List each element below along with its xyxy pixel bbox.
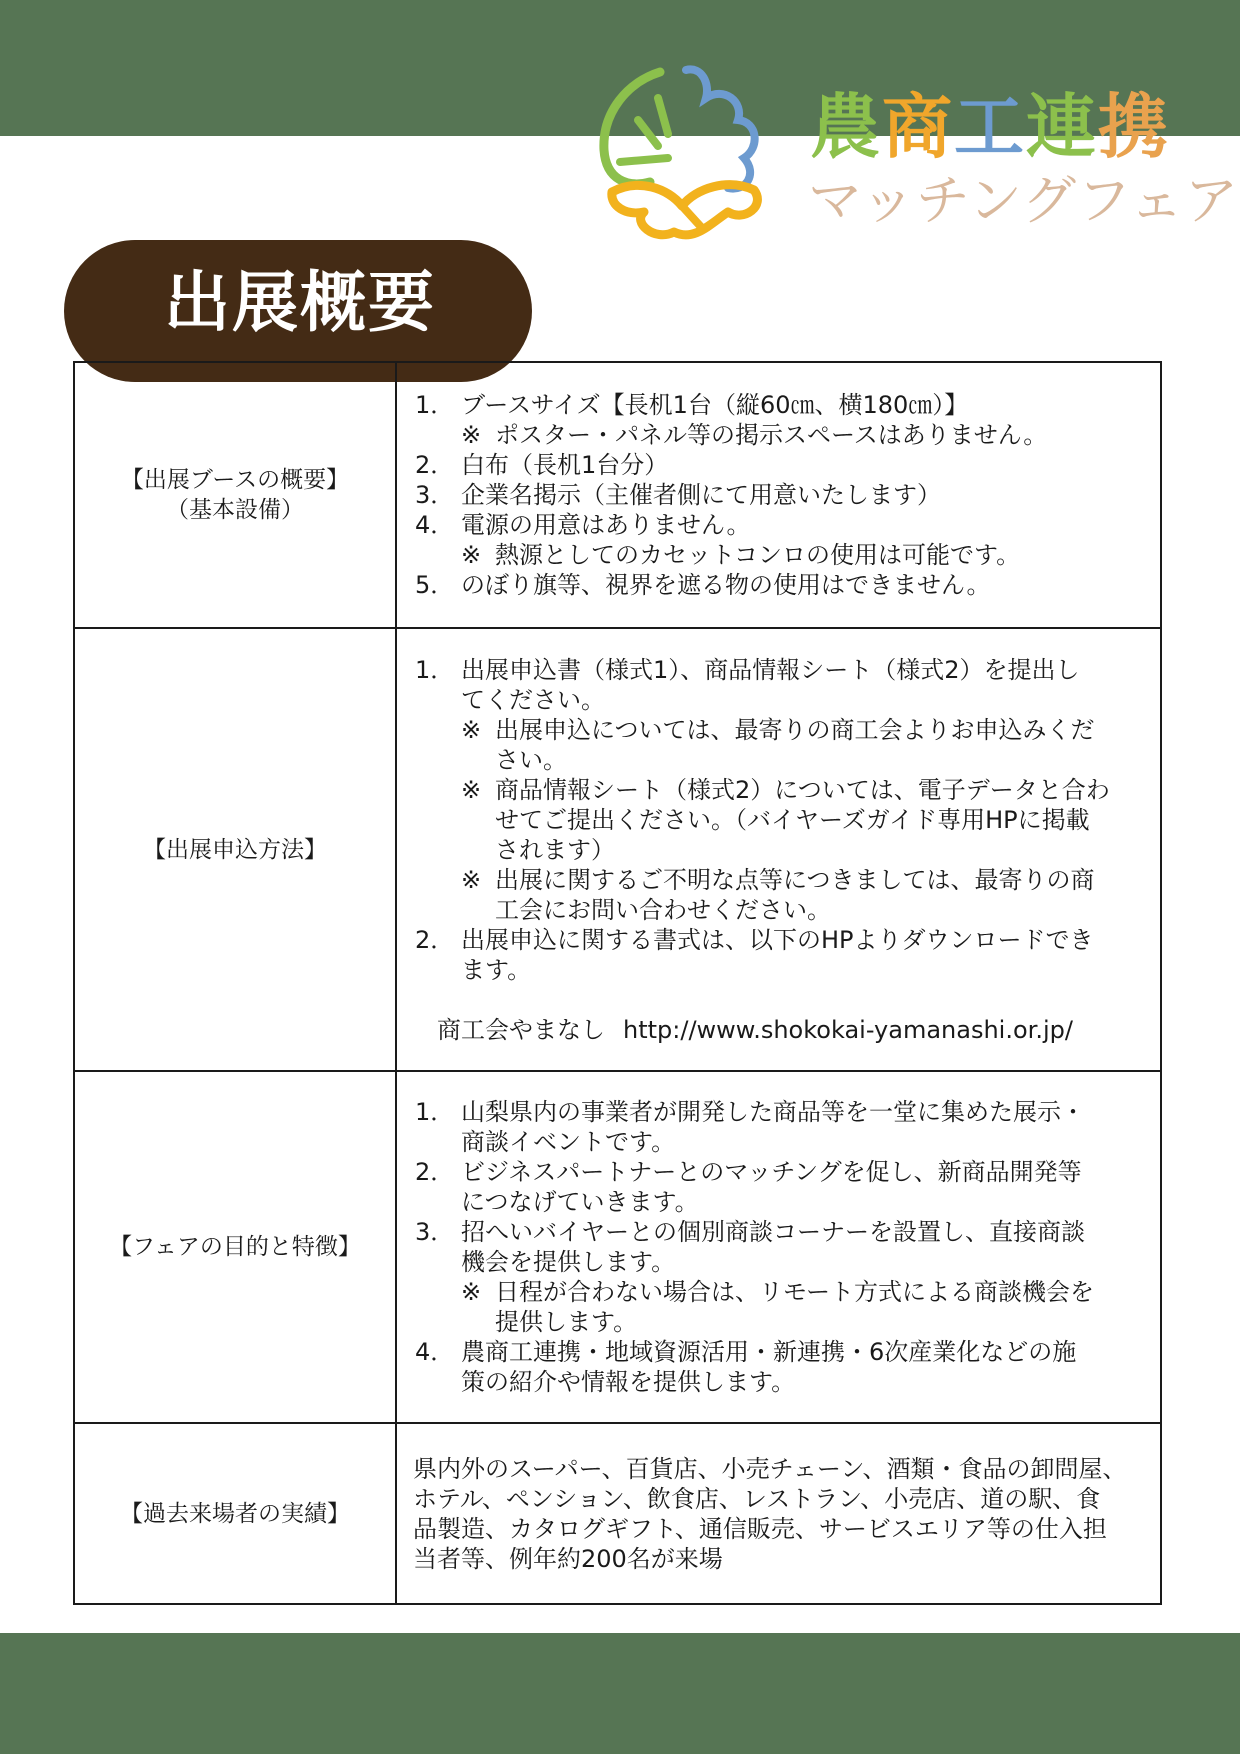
note-text-line: 出展に関するご不明な点等につきましては、最寄りの商 xyxy=(495,865,1095,894)
note-text-line: されます） xyxy=(495,835,615,864)
list-item xyxy=(415,1337,1142,1397)
note-text xyxy=(495,1277,1142,1337)
item-number: 2． xyxy=(415,451,455,479)
item-number: 5． xyxy=(415,571,455,599)
item-number: 4． xyxy=(415,511,455,539)
row-label: 【フェアの目的と特徴】 xyxy=(74,1071,396,1423)
content-line: 品製造、カタログギフト、通信販売、サービスエリア等の仕入担 xyxy=(413,1514,1107,1543)
row-content xyxy=(396,1423,1161,1604)
item-text: ブースサイズ【長机1台（縦60㎝、横180㎝）】 xyxy=(461,391,969,419)
logo-title-char: 工 xyxy=(954,86,1026,168)
item-text-line: 商談イベントです。 xyxy=(461,1128,676,1156)
item-text xyxy=(461,925,1142,985)
list-note xyxy=(415,540,1142,570)
note-text-line: 工会にお問い合わせください。 xyxy=(495,895,831,924)
item-text xyxy=(461,655,1142,715)
logo-title-char: 農 xyxy=(810,86,882,168)
note-mark: ※ xyxy=(461,541,482,569)
note-text-line: 出展申込については、最寄りの商工会よりお申込みくだ xyxy=(495,715,1095,744)
list-item xyxy=(415,1157,1142,1217)
table-row xyxy=(74,1071,1161,1423)
row-label-line: （基本設備） xyxy=(166,497,304,523)
item-text-line: 山梨県内の事業者が開発した商品等を一堂に集めた展示・ xyxy=(461,1098,1085,1126)
list-item xyxy=(415,450,1142,480)
content-line: ホテル、ペンション、飲食店、レストラン、小売店、道の駅、食 xyxy=(413,1484,1101,1513)
logo-title xyxy=(810,86,1170,168)
list-item xyxy=(415,510,1142,540)
item-text: 白布（長机1台分） xyxy=(461,451,669,479)
row-label xyxy=(74,362,396,628)
note-text-line: せてご提出ください。（バイヤーズガイド専用HPに掲載 xyxy=(495,805,1090,834)
logo-title-char: 連 xyxy=(1026,86,1098,168)
item-text: 企業名掲示（主催者側にて用意いたします） xyxy=(461,481,941,509)
section-title: 出展概要 xyxy=(164,264,436,341)
list-note xyxy=(415,775,1142,865)
item-text-line: ビジネスパートナーとのマッチングを促し、新商品開発等 xyxy=(461,1158,1082,1186)
logo-title-char: 商 xyxy=(882,86,954,168)
item-text-line: につなげていきます。 xyxy=(461,1188,699,1216)
download-url-link[interactable]: http://www.shokokai-yamanashi.or.jp/ xyxy=(623,1015,1073,1044)
footer-band xyxy=(0,1633,1240,1754)
item-number: 2． xyxy=(415,925,455,954)
table-row xyxy=(74,1423,1161,1604)
item-text-line: てください。 xyxy=(461,685,605,714)
item-text: のぼり旗等、視界を遮る物の使用はできません。 xyxy=(461,571,991,599)
list-item xyxy=(415,1217,1142,1277)
row-content xyxy=(396,362,1161,628)
list-note xyxy=(415,1277,1142,1337)
note-mark: ※ xyxy=(461,715,482,744)
item-number: 1． xyxy=(415,391,455,419)
note-text xyxy=(495,775,1142,865)
list-note xyxy=(415,715,1142,775)
list-item xyxy=(415,570,1142,600)
item-text-line: 農商工連携・地域資源活用・新連携・6次産業化などの施 xyxy=(461,1338,1077,1366)
item-number: 2． xyxy=(415,1158,455,1186)
item-text-line: 招へいバイヤーとの個別商談コーナーを設置し、直接商談 xyxy=(461,1218,1085,1246)
list-note xyxy=(415,420,1142,450)
item-text xyxy=(461,1157,1142,1217)
item-number: 3． xyxy=(415,1218,455,1246)
item-number: 3． xyxy=(415,481,455,509)
note-text-line: 提供します。 xyxy=(495,1308,638,1336)
list-note xyxy=(415,865,1142,925)
note-text-line: 日程が合わない場合は、リモート方式による商談機会を xyxy=(495,1278,1095,1306)
list-item xyxy=(415,1097,1142,1157)
overview-table xyxy=(73,361,1162,1605)
item-text-line: 策の紹介や情報を提供します。 xyxy=(461,1368,796,1396)
download-link-line xyxy=(415,1015,1142,1045)
logo-emblem-icon xyxy=(598,62,798,252)
logo-title-char: 携 xyxy=(1098,86,1170,168)
fair-logo xyxy=(598,62,1240,252)
item-text-line: 機会を提供します。 xyxy=(461,1248,676,1276)
item-text-line: ます。 xyxy=(461,955,532,984)
row-content xyxy=(396,1071,1161,1423)
item-text xyxy=(461,1217,1142,1277)
note-text: ポスター・パネル等の掲示スペースはありません。 xyxy=(495,421,1048,449)
note-text: 熱源としてのカセットコンロの使用は可能です。 xyxy=(495,541,1021,569)
note-mark: ※ xyxy=(461,865,482,894)
item-number: 4． xyxy=(415,1338,455,1366)
logo-subtitle: マッチングフェア xyxy=(808,169,1240,232)
list-item xyxy=(415,390,1142,420)
item-text xyxy=(461,1337,1142,1397)
note-text-line: 商品情報シート（様式2）については、電子データと合わ xyxy=(495,775,1110,804)
list-item xyxy=(415,655,1142,715)
content-line: 当者等、例年約200名が来場 xyxy=(413,1544,723,1573)
note-text xyxy=(495,865,1142,925)
row-label: 【出展申込方法】 xyxy=(74,628,396,1071)
item-text xyxy=(461,1097,1142,1157)
item-text-line: 出展申込に関する書式は、以下のHPよりダウンロードでき xyxy=(461,925,1094,954)
table-row xyxy=(74,628,1161,1071)
note-text-line: さい。 xyxy=(495,745,567,774)
table-row xyxy=(74,362,1161,628)
note-mark: ※ xyxy=(461,775,482,804)
note-mark: ※ xyxy=(461,1278,482,1306)
item-text: 電源の用意はありません。 xyxy=(461,511,751,539)
row-label: 【過去来場者の実績】 xyxy=(74,1423,396,1604)
content-line: 県内外のスーパー、百貨店、小売チェーン、酒類・食品の卸問屋、 xyxy=(413,1454,1127,1483)
note-text xyxy=(495,715,1142,775)
item-number: 1． xyxy=(415,1098,455,1126)
list-item xyxy=(415,925,1142,985)
url-label: 商工会やまなし xyxy=(437,1015,605,1044)
note-mark: ※ xyxy=(461,421,482,449)
row-content xyxy=(396,628,1161,1071)
list-item xyxy=(415,480,1142,510)
row-label-line: 【出展ブースの概要】 xyxy=(120,467,350,493)
item-number: 1． xyxy=(415,655,455,684)
item-text-line: 出展申込書（様式1）、商品情報シート（様式2）を提出し xyxy=(461,655,1080,684)
